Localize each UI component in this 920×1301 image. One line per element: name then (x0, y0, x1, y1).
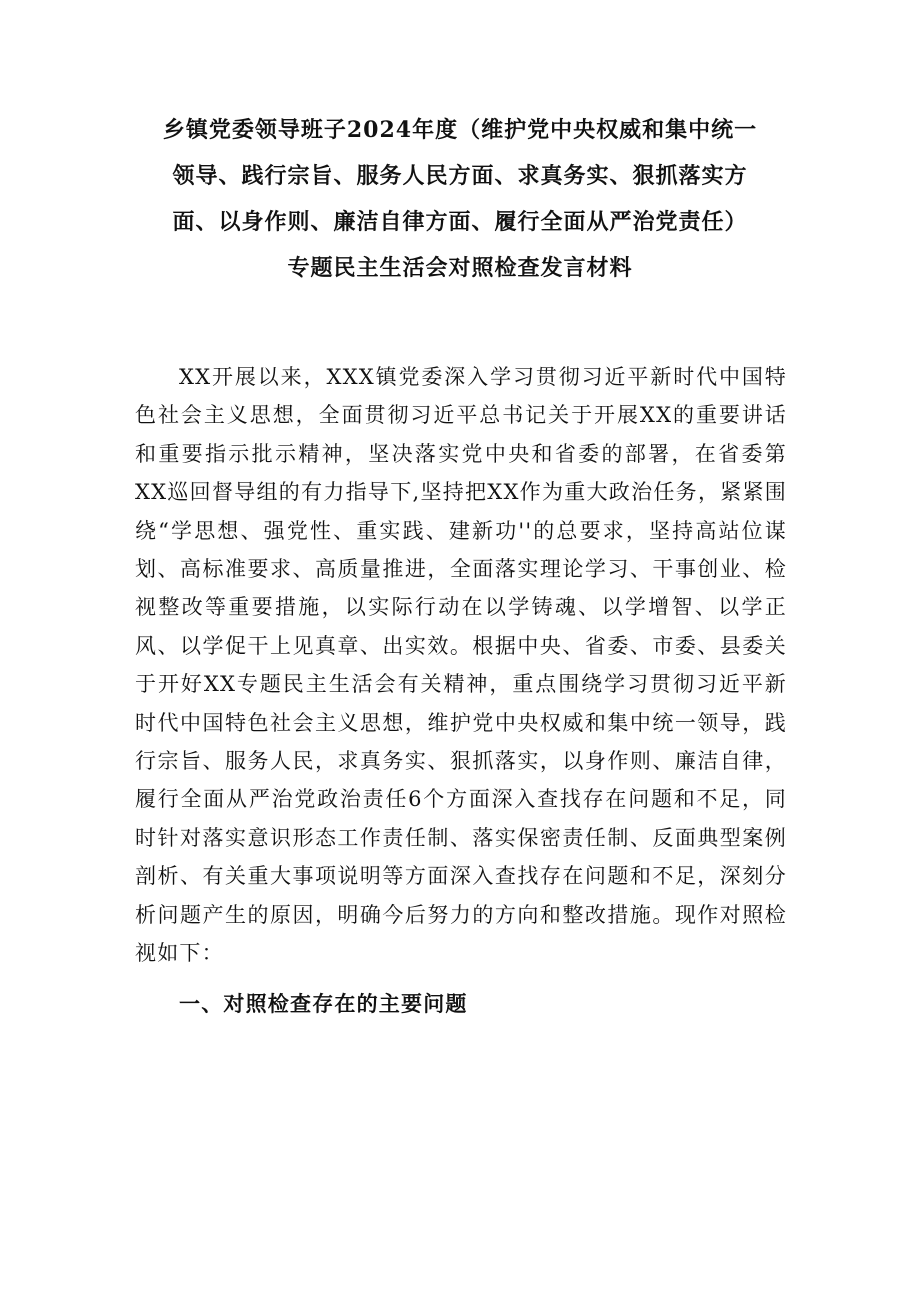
title-line-4: 专题民主生活会对照检查发言材料 (287, 255, 633, 281)
document-body (135, 358, 787, 1023)
intro-paragraph: XX开展以来，XXX镇党委深入学习贯彻习近平新时代中国特色社会主义思想，全面贯彻习近平总书记关于开展XX的重要讲话和重要指示批示精神，坚决落实党中央和省委的部署，在省委第XX巡回督导组的有力指导下,坚持把XX作为重大政治任务，紧紧围绕“学思想、强党性、重实践、建新功''的总要求，坚持高站位谋划、高标准要求、高质量推进，全面落实理论学习、干事创业、检视整改等重要措施，以实际行动在以学铸魂、以学增智、以学正风、以学促干上见真章、出实效。根据中央、省委、市委、县委关于开好XX专题民主生活会有关精神，重点围绕学习贯彻习近平新时代中国特色社会主义思想，维护党中央权威和集中统一领导，践行宗旨、服务人民，求真务实、狠抓落实，以身作则、廉洁自律，履行全面从严治党政治责任6个方面深入查找存在问题和不足，同时针对落实意识形态工作责任制、落实保密责任制、反面典型案例剖析、有关重大事项说明等方面深入查找存在问题和不足，深刻分析问题产生的原因，明确今后努力的方向和整改措施。现作对照检视如下： (135, 365, 787, 966)
document-title (120, 112, 800, 296)
section-heading: 一、对照检查存在的主要问题 (179, 990, 468, 1016)
title-line-1: 乡镇党委领导班子2024年度（维护党中央权威和集中统一 (162, 117, 758, 143)
title-line-2: 领导、践行宗旨、服务人民方面、求真务实、狠抓落实方 (172, 163, 748, 189)
title-line-3: 面、以身作则、廉洁自律方面、履行全面从严治党责任） (172, 209, 748, 235)
